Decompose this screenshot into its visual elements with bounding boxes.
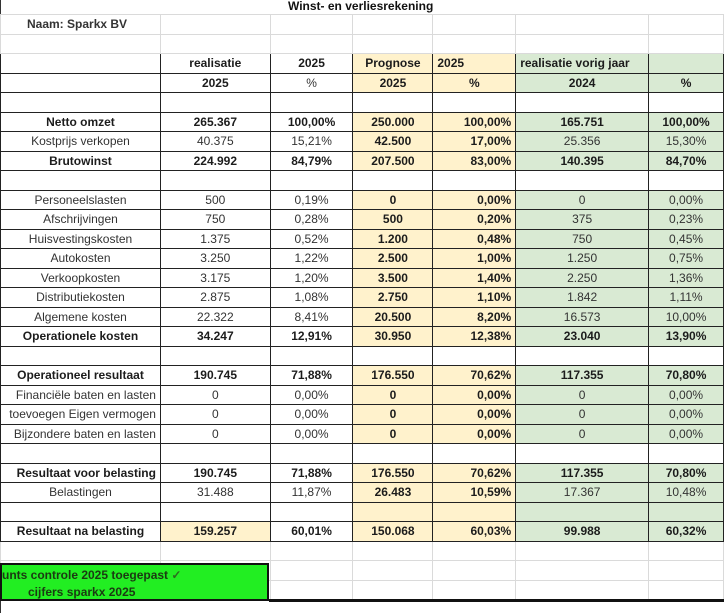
realisatie-pct[interactable]: 84,79% — [270, 151, 353, 171]
empty-cell[interactable] — [649, 171, 724, 191]
header-previous-year[interactable]: realisatie vorig jaar — [516, 54, 649, 74]
empty-cell[interactable] — [160, 346, 270, 366]
prognose-value[interactable]: 26.483 — [353, 483, 433, 503]
realisatie-value[interactable]: 40.375 — [160, 132, 270, 152]
empty-cell[interactable] — [160, 541, 270, 561]
empty-cell[interactable] — [1, 171, 161, 191]
empty-cell[interactable] — [1, 346, 161, 366]
prognose-pct[interactable]: 1,00% — [433, 249, 516, 269]
empty-cell[interactable] — [433, 561, 516, 581]
row-label[interactable]: Bijzondere baten en lasten — [1, 424, 161, 444]
table-row — [1, 151, 724, 171]
realisatie-value[interactable]: 31.488 — [160, 483, 270, 503]
previous-year-value[interactable]: 117.355 — [516, 463, 649, 483]
realisatie-value[interactable]: 750 — [160, 210, 270, 230]
empty-cell[interactable] — [353, 15, 433, 35]
prognose-pct[interactable]: 70,62% — [433, 463, 516, 483]
prognose-pct[interactable]: 1,10% — [433, 288, 516, 308]
prognose-pct[interactable]: 0,00% — [433, 424, 516, 444]
prognose-pct[interactable]: 70,62% — [433, 366, 516, 386]
table-row — [1, 229, 724, 249]
table-row — [1, 112, 724, 132]
table-row — [1, 210, 724, 230]
empty-cell[interactable] — [270, 502, 353, 522]
table-row — [1, 327, 724, 347]
empty-cell[interactable] — [160, 444, 270, 464]
realisatie-pct[interactable]: 8,41% — [270, 307, 353, 327]
prognose-value[interactable]: 176.550 — [353, 463, 433, 483]
previous-year-value[interactable]: 2.250 — [516, 268, 649, 288]
realisatie-value[interactable]: 159.257 — [160, 522, 270, 542]
empty-cell[interactable] — [433, 93, 516, 113]
prognose-pct[interactable]: 1,40% — [433, 268, 516, 288]
empty-cell[interactable] — [270, 444, 353, 464]
realisatie-value[interactable]: 190.745 — [160, 463, 270, 483]
prognose-pct[interactable]: 83,00% — [433, 151, 516, 171]
prognose-value[interactable]: 150.068 — [353, 522, 433, 542]
realisatie-value[interactable]: 1.375 — [160, 229, 270, 249]
row-label[interactable]: Brutowinst — [1, 151, 161, 171]
previous-year-value[interactable]: 99.988 — [516, 522, 649, 542]
prognose-value[interactable]: 250.000 — [353, 112, 433, 132]
empty-cell[interactable] — [649, 34, 724, 54]
empty-cell[interactable] — [433, 15, 516, 35]
prognose-value[interactable]: 3.500 — [353, 268, 433, 288]
empty-cell[interactable] — [270, 561, 353, 581]
previous-year-pct[interactable]: 0,45% — [649, 229, 724, 249]
prognose-pct[interactable]: 8,20% — [433, 307, 516, 327]
spacer-row — [1, 171, 724, 191]
row-label[interactable]: Financiële baten en lasten — [1, 385, 161, 405]
table-row — [1, 522, 724, 542]
table-row — [1, 190, 724, 210]
table-row — [1, 405, 724, 425]
prognose-value[interactable]: 30.950 — [353, 327, 433, 347]
previous-year-pct[interactable]: 0,23% — [649, 210, 724, 230]
empty-cell[interactable] — [516, 34, 649, 54]
realisatie-value[interactable]: 0 — [160, 405, 270, 425]
row-label[interactable]: Distributiekosten — [1, 288, 161, 308]
empty-cell[interactable] — [1, 502, 161, 522]
empty-cell[interactable] — [270, 346, 353, 366]
realisatie-value[interactable]: 0 — [160, 424, 270, 444]
previous-year-value[interactable]: 0 — [516, 405, 649, 425]
stamp-line-1: unts controle 2025 toegepast — [2, 568, 169, 582]
empty-cell[interactable] — [433, 34, 516, 54]
row-label[interactable]: Belastingen — [1, 483, 161, 503]
sheet-title — [0, 0, 724, 14]
previous-year-pct[interactable]: 10,00% — [649, 307, 724, 327]
realisatie-pct[interactable]: 1,20% — [270, 268, 353, 288]
empty-cell[interactable] — [160, 502, 270, 522]
previous-year-value[interactable]: 0 — [516, 385, 649, 405]
empty-cell[interactable] — [353, 346, 433, 366]
header-realisatie-year[interactable]: 2025 — [160, 73, 270, 93]
header-prognose-year[interactable]: 2025 — [353, 73, 433, 93]
empty-cell[interactable] — [433, 444, 516, 464]
empty-cell[interactable] — [1, 34, 161, 54]
previous-year-pct[interactable]: 1,11% — [649, 288, 724, 308]
realisatie-pct[interactable]: 0,00% — [270, 424, 353, 444]
prognose-value[interactable]: 176.550 — [353, 366, 433, 386]
prognose-value[interactable]: 0 — [353, 385, 433, 405]
empty-cell[interactable] — [433, 580, 516, 600]
header-prognose[interactable]: Prognose — [353, 54, 433, 74]
realisatie-value[interactable]: 34.247 — [160, 327, 270, 347]
empty-cell[interactable] — [1, 444, 161, 464]
row-label[interactable]: Resultaat voor belasting — [1, 463, 161, 483]
previous-year-value[interactable]: 375 — [516, 210, 649, 230]
empty-cell[interactable] — [649, 346, 724, 366]
prognose-pct[interactable]: 0,48% — [433, 229, 516, 249]
previous-year-value[interactable]: 0 — [516, 190, 649, 210]
header-realisatie-pct[interactable]: % — [270, 73, 353, 93]
realisatie-pct[interactable]: 0,00% — [270, 405, 353, 425]
realisatie-pct[interactable]: 100,00% — [270, 112, 353, 132]
empty-cell[interactable] — [649, 541, 724, 561]
realisatie-value[interactable]: 22.322 — [160, 307, 270, 327]
table-row — [1, 366, 724, 386]
row-label[interactable]: Operationeel resultaat — [1, 366, 161, 386]
empty-cell[interactable] — [160, 15, 270, 35]
table-row — [1, 307, 724, 327]
row-label[interactable]: Operationele kosten — [1, 327, 161, 347]
header-prognose-pct[interactable]: % — [433, 73, 516, 93]
previous-year-pct[interactable]: 0,75% — [649, 249, 724, 269]
row-label[interactable]: Huisvestingskosten — [1, 229, 161, 249]
prognose-value[interactable]: 207.500 — [353, 151, 433, 171]
previous-year-pct[interactable]: 0,00% — [649, 424, 724, 444]
realisatie-pct[interactable]: 12,91% — [270, 327, 353, 347]
prognose-value[interactable]: 0 — [353, 190, 433, 210]
table-row — [1, 268, 724, 288]
empty-cell[interactable] — [516, 444, 649, 464]
realisatie-pct[interactable]: 1,22% — [270, 249, 353, 269]
empty-cell[interactable] — [516, 15, 649, 35]
realisatie-pct[interactable]: 1,08% — [270, 288, 353, 308]
header-prognose-year[interactable]: 2025 — [433, 54, 516, 74]
row-label[interactable]: Autokosten — [1, 249, 161, 269]
realisatie-pct[interactable]: 15,21% — [270, 132, 353, 152]
prognose-value[interactable]: 2.500 — [353, 249, 433, 269]
realisatie-pct[interactable]: 0,52% — [270, 229, 353, 249]
row-label[interactable]: Algemene kosten — [1, 307, 161, 327]
spacer-row — [1, 346, 724, 366]
table-row — [1, 385, 724, 405]
empty-cell[interactable] — [353, 444, 433, 464]
empty-cell[interactable] — [353, 93, 433, 113]
previous-year-value[interactable]: 23.040 — [516, 327, 649, 347]
realisatie-pct[interactable]: 71,88% — [270, 366, 353, 386]
bottom-border-line — [269, 599, 724, 602]
previous-year-value[interactable]: 1.250 — [516, 249, 649, 269]
table-row — [1, 463, 724, 483]
prognose-pct[interactable]: 60,03% — [433, 522, 516, 542]
empty-cell[interactable] — [353, 541, 433, 561]
empty-cell[interactable] — [433, 502, 516, 522]
header-row-1 — [1, 54, 724, 74]
stamp-line-2: cijfers sparkx 2025 — [28, 585, 136, 599]
previous-year-value[interactable]: 17.367 — [516, 483, 649, 503]
empty-cell[interactable] — [270, 171, 353, 191]
table-row — [1, 132, 724, 152]
spacer-row — [1, 502, 724, 522]
prognose-value[interactable]: 500 — [353, 210, 433, 230]
previous-year-pct[interactable]: 70,80% — [649, 366, 724, 386]
previous-year-value[interactable]: 117.355 — [516, 366, 649, 386]
header-previous-year-value[interactable]: 2024 — [516, 73, 649, 93]
realisatie-value[interactable]: 0 — [160, 385, 270, 405]
row-label[interactable]: Kostprijs verkopen — [1, 132, 161, 152]
previous-year-value[interactable]: 16.573 — [516, 307, 649, 327]
header-row-2 — [1, 73, 724, 93]
empty-cell[interactable] — [649, 580, 724, 600]
empty-cell[interactable] — [516, 346, 649, 366]
header-realisatie[interactable]: realisatie — [160, 54, 270, 74]
empty-cell[interactable] — [270, 93, 353, 113]
empty-cell[interactable] — [649, 502, 724, 522]
prognose-pct[interactable]: 0,00% — [433, 385, 516, 405]
realisatie-pct[interactable]: 0,28% — [270, 210, 353, 230]
realisatie-value[interactable]: 190.745 — [160, 366, 270, 386]
prognose-value[interactable]: 2.750 — [353, 288, 433, 308]
header-previous-pct[interactable]: % — [649, 73, 724, 93]
empty-cell[interactable] — [516, 502, 649, 522]
empty-cell[interactable] — [270, 541, 353, 561]
realisatie-pct[interactable]: 71,88% — [270, 463, 353, 483]
empty-cell[interactable] — [160, 93, 270, 113]
empty-cell[interactable] — [353, 580, 433, 600]
empty-cell[interactable] — [1, 93, 161, 113]
spacer-row — [1, 444, 724, 464]
empty-cell[interactable] — [649, 15, 724, 35]
empty-cell[interactable] — [516, 580, 649, 600]
previous-year-pct[interactable]: 100,00% — [649, 112, 724, 132]
empty-cell[interactable] — [1, 541, 161, 561]
prognose-value[interactable]: 0 — [353, 405, 433, 425]
empty-cell[interactable] — [353, 34, 433, 54]
realisatie-value[interactable]: 3.175 — [160, 268, 270, 288]
empty-cell[interactable] — [160, 34, 270, 54]
realisatie-value[interactable]: 265.367 — [160, 112, 270, 132]
empty-row — [1, 541, 724, 561]
previous-year-value[interactable]: 750 — [516, 229, 649, 249]
row-label[interactable]: toevoegen Eigen vermogen — [1, 405, 161, 425]
previous-year-pct[interactable]: 0,00% — [649, 385, 724, 405]
previous-year-value[interactable]: 25.356 — [516, 132, 649, 152]
empty-cell[interactable] — [353, 561, 433, 581]
prognose-value[interactable]: 20.500 — [353, 307, 433, 327]
spacer-row — [1, 34, 724, 54]
sheet-title-text: Winst- en verliesrekening — [288, 0, 434, 13]
prognose-pct[interactable]: 0,00% — [433, 405, 516, 425]
name-row — [1, 15, 724, 35]
previous-year-pct[interactable]: 84,70% — [649, 151, 724, 171]
previous-year-pct[interactable]: 0,00% — [649, 405, 724, 425]
spacer-row — [1, 93, 724, 113]
checkmark-icon: ✓ — [171, 568, 182, 582]
prognose-pct[interactable]: 100,00% — [433, 112, 516, 132]
row-label[interactable]: Afschrijvingen — [1, 210, 161, 230]
table-row — [1, 483, 724, 503]
realisatie-value[interactable]: 2.875 — [160, 288, 270, 308]
prognose-pct[interactable]: 0,20% — [433, 210, 516, 230]
empty-cell[interactable] — [649, 93, 724, 113]
table-row — [1, 249, 724, 269]
prognose-pct[interactable]: 0,00% — [433, 190, 516, 210]
realisatie-pct[interactable]: 60,01% — [270, 522, 353, 542]
previous-year-pct[interactable]: 15,30% — [649, 132, 724, 152]
income-statement-table — [0, 14, 724, 600]
company-name-cell[interactable]: Naam: Sparkx BV — [1, 15, 161, 35]
empty-cell[interactable] — [353, 171, 433, 191]
audit-stamp — [0, 563, 269, 601]
header-cell[interactable] — [1, 54, 161, 74]
empty-cell[interactable] — [433, 541, 516, 561]
table-row — [1, 424, 724, 444]
header-year-2025[interactable]: 2025 — [270, 54, 353, 74]
empty-cell[interactable] — [649, 444, 724, 464]
realisatie-pct[interactable]: 0,00% — [270, 385, 353, 405]
prognose-pct[interactable]: 10,59% — [433, 483, 516, 503]
previous-year-value[interactable]: 165.751 — [516, 112, 649, 132]
previous-year-pct[interactable]: 70,80% — [649, 463, 724, 483]
realisatie-pct[interactable]: 0,19% — [270, 190, 353, 210]
empty-cell[interactable] — [433, 171, 516, 191]
previous-year-pct[interactable]: 1,36% — [649, 268, 724, 288]
row-label[interactable]: Personeelslasten — [1, 190, 161, 210]
prognose-value[interactable]: 0 — [353, 424, 433, 444]
header-cell[interactable] — [649, 54, 724, 74]
previous-year-pct[interactable]: 60,32% — [649, 522, 724, 542]
empty-cell[interactable] — [516, 541, 649, 561]
row-label[interactable]: Verkoopkosten — [1, 268, 161, 288]
table-row — [1, 288, 724, 308]
previous-year-value[interactable]: 140.395 — [516, 151, 649, 171]
realisatie-value[interactable]: 224.992 — [160, 151, 270, 171]
previous-year-pct[interactable]: 13,90% — [649, 327, 724, 347]
empty-cell[interactable] — [353, 502, 433, 522]
previous-year-pct[interactable]: 10,48% — [649, 483, 724, 503]
realisatie-pct[interactable]: 11,87% — [270, 483, 353, 503]
empty-cell[interactable] — [270, 15, 353, 35]
realisatie-value[interactable]: 500 — [160, 190, 270, 210]
realisatie-value[interactable]: 3.250 — [160, 249, 270, 269]
prognose-pct[interactable]: 17,00% — [433, 132, 516, 152]
row-label[interactable]: Netto omzet — [1, 112, 161, 132]
empty-cell[interactable] — [270, 580, 353, 600]
empty-cell[interactable] — [516, 93, 649, 113]
prognose-value[interactable]: 1.200 — [353, 229, 433, 249]
empty-cell[interactable] — [516, 561, 649, 581]
prognose-value[interactable]: 42.500 — [353, 132, 433, 152]
empty-cell[interactable] — [649, 561, 724, 581]
empty-cell[interactable] — [270, 34, 353, 54]
empty-cell[interactable] — [160, 171, 270, 191]
header-cell[interactable] — [1, 73, 161, 93]
prognose-pct[interactable]: 12,38% — [433, 327, 516, 347]
empty-cell[interactable] — [433, 346, 516, 366]
previous-year-value[interactable]: 1.842 — [516, 288, 649, 308]
empty-cell[interactable] — [516, 171, 649, 191]
previous-year-pct[interactable]: 0,00% — [649, 190, 724, 210]
row-label[interactable]: Resultaat na belasting — [1, 522, 161, 542]
previous-year-value[interactable]: 0 — [516, 424, 649, 444]
